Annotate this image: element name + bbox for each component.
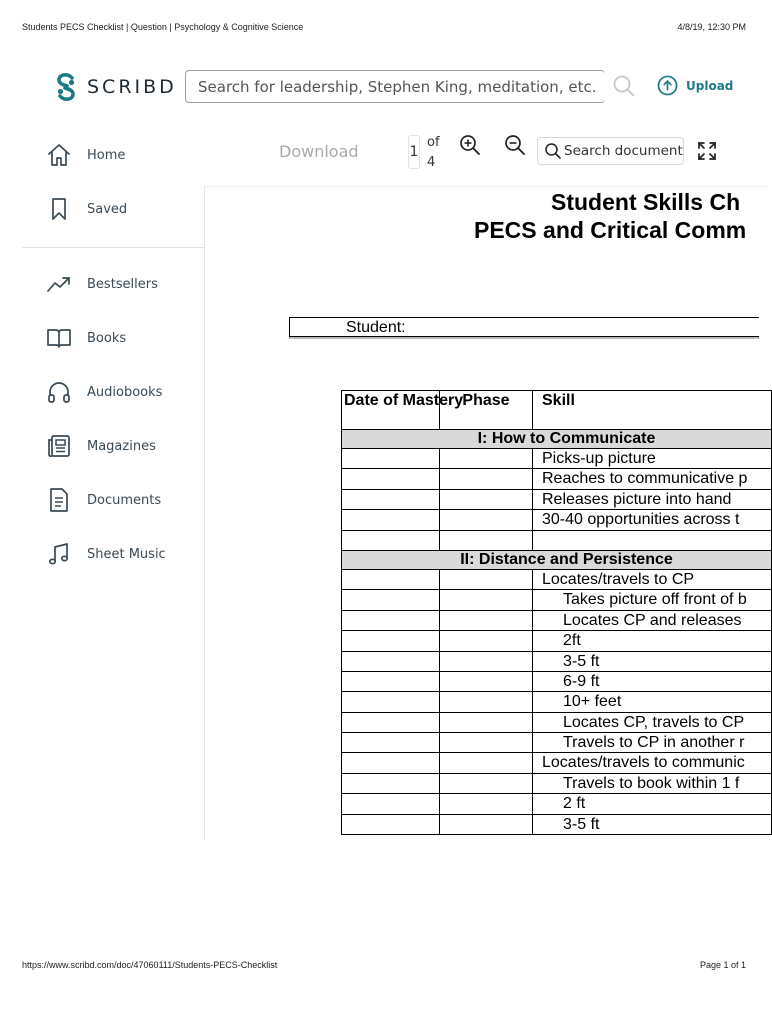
phase-cell [440, 773, 533, 793]
sidebar-item-label: Saved [87, 201, 128, 217]
skill-cell: Locates/travels to communic [533, 753, 772, 773]
sidebar-item-bestsellers[interactable] [22, 264, 204, 304]
brand-name: SCRIBD [87, 76, 177, 98]
date-cell [342, 631, 440, 651]
phase-cell [440, 631, 533, 651]
sidebar-item-label: Magazines [87, 438, 156, 454]
headphones-icon [46, 379, 72, 405]
skill-cell: Picks-up picture [533, 449, 772, 469]
phase-cell [440, 469, 533, 489]
print-page-number: Page 1 of 1 [699, 960, 746, 970]
print-datetime: 4/8/19, 12:30 PM [677, 22, 746, 32]
skill-cell: 2 ft [533, 794, 772, 814]
date-cell [342, 590, 440, 610]
sidebar-item-home[interactable] [22, 135, 204, 175]
skill-cell: Travels to CP in another r [533, 733, 772, 753]
sidebar-item-label: Sheet Music [87, 546, 166, 562]
zoom-in-icon[interactable] [459, 134, 481, 156]
magazine-icon [46, 433, 72, 459]
date-cell [342, 489, 440, 509]
date-cell [342, 610, 440, 630]
column-header-date: Date of Mastery [342, 391, 440, 430]
upload-icon [657, 75, 678, 96]
date-cell [342, 510, 440, 530]
site-search-input[interactable] [198, 78, 605, 96]
music-note-icon [46, 541, 72, 567]
document-icon [46, 487, 72, 513]
table-row [342, 530, 772, 550]
table-row [342, 753, 772, 773]
skill-cell: Reaches to communicative p [533, 469, 772, 489]
phase-cell [440, 733, 533, 753]
upload-button[interactable] [657, 75, 733, 96]
table-row [342, 590, 772, 610]
skill-cell [533, 530, 772, 550]
search-icon[interactable] [612, 74, 636, 98]
sidebar-item-books[interactable] [22, 318, 204, 358]
sidebar-divider [22, 247, 204, 248]
date-cell [342, 469, 440, 489]
table-row [342, 651, 772, 671]
book-icon [46, 325, 72, 351]
document-viewer [204, 186, 768, 840]
date-cell [342, 530, 440, 550]
date-cell [342, 449, 440, 469]
total-pages: 4 [427, 155, 436, 170]
sidebar-item-label: Home [87, 147, 126, 163]
date-cell [342, 651, 440, 671]
phase-cell [440, 794, 533, 814]
bookmark-icon [46, 196, 72, 222]
phase-cell [440, 489, 533, 509]
table-row [342, 510, 772, 530]
document-title-line2: PECS and Critical Comm [474, 217, 747, 243]
student-label: Student: [346, 319, 406, 336]
table-row [342, 569, 772, 589]
skill-cell: 3-5 ft [533, 814, 772, 834]
phase-cell [440, 590, 533, 610]
skill-cell: 6-9 ft [533, 671, 772, 691]
fullscreen-icon[interactable] [697, 141, 717, 161]
table-row [342, 733, 772, 753]
search-icon [544, 142, 562, 160]
table-row [342, 692, 772, 712]
table-row [342, 671, 772, 691]
section-title: II: Distance and Persistence [460, 550, 673, 568]
document-search[interactable] [537, 137, 684, 165]
phase-cell [440, 692, 533, 712]
phase-cell [440, 610, 533, 630]
page-count [427, 133, 440, 173]
column-header-skill: Skill [533, 391, 772, 430]
section-title: I: How to Communicate [477, 430, 656, 447]
sidebar-item-audiobooks[interactable] [22, 372, 204, 412]
phase-cell [440, 814, 533, 834]
scribd-logo-icon [55, 72, 77, 102]
phase-cell [440, 449, 533, 469]
sidebar-item-documents[interactable] [22, 480, 204, 520]
date-cell [342, 712, 440, 732]
table-section-row [342, 550, 772, 569]
phase-cell [440, 530, 533, 550]
skill-cell: Releases picture into hand [533, 489, 772, 509]
print-page-title: Students PECS Checklist | Question | Psychology & Cognitive Science [22, 22, 304, 32]
document-title-line1: Student Skills Ch [551, 189, 741, 215]
phase-cell [440, 753, 533, 773]
student-field [289, 317, 759, 337]
current-page-input[interactable]: 1 [408, 135, 420, 169]
skill-cell: Locates CP and releases [533, 610, 772, 630]
table-header-row [342, 391, 772, 430]
table-row [342, 814, 772, 834]
phase-cell [440, 569, 533, 589]
date-cell [342, 773, 440, 793]
phase-cell [440, 651, 533, 671]
table-row [342, 712, 772, 732]
table-row [342, 610, 772, 630]
sidebar-item-magazines[interactable] [22, 426, 204, 466]
sidebar-item-label: Books [87, 330, 127, 346]
table-row [342, 794, 772, 814]
phase-cell [440, 671, 533, 691]
sidebar-item-label: Bestsellers [87, 276, 158, 292]
site-search [185, 70, 605, 103]
page-of-label: of [427, 135, 440, 150]
table-row [342, 469, 772, 489]
skill-cell: 10+ feet [533, 692, 772, 712]
sidebar-item-label: Documents [87, 492, 162, 508]
print-footer [22, 960, 746, 974]
document-search-placeholder: Search document [564, 143, 683, 159]
sidebar-item-label: Audiobooks [87, 384, 163, 400]
trending-icon [46, 271, 72, 297]
date-cell [342, 671, 440, 691]
table-row [342, 773, 772, 793]
home-icon [46, 142, 72, 168]
print-url: https://www.scribd.com/doc/47060111/Students-PECS-Checklist [22, 960, 278, 970]
download-button[interactable]: Download [279, 142, 359, 161]
section-title-cell [342, 550, 772, 569]
skill-cell: 30-40 opportunities across t [533, 510, 772, 530]
table-section-row [342, 430, 772, 449]
table-row [342, 449, 772, 469]
date-cell [342, 794, 440, 814]
date-cell [342, 814, 440, 834]
sidebar-item-saved[interactable] [22, 189, 204, 229]
upload-label: Upload [686, 78, 734, 93]
date-cell [342, 692, 440, 712]
date-cell [342, 569, 440, 589]
skill-cell: 2ft [533, 631, 772, 651]
scribd-logo[interactable] [55, 72, 177, 102]
column-header-phase: Phase [440, 391, 533, 430]
skills-table [341, 390, 772, 835]
sidebar-item-sheet-music[interactable] [22, 534, 204, 574]
phase-cell [440, 712, 533, 732]
date-cell [342, 733, 440, 753]
skill-cell: Takes picture off front of b [533, 590, 772, 610]
skill-cell: Locates CP, travels to CP [533, 712, 772, 732]
phase-cell [440, 510, 533, 530]
skill-cell: Travels to book within 1 f [533, 773, 772, 793]
zoom-out-icon[interactable] [504, 134, 526, 156]
table-row [342, 631, 772, 651]
date-cell [342, 753, 440, 773]
print-header [22, 22, 746, 36]
skill-cell: 3-5 ft [533, 651, 772, 671]
table-row [342, 489, 772, 509]
skill-cell: Locates/travels to CP [533, 569, 772, 589]
section-title-cell [342, 430, 772, 449]
